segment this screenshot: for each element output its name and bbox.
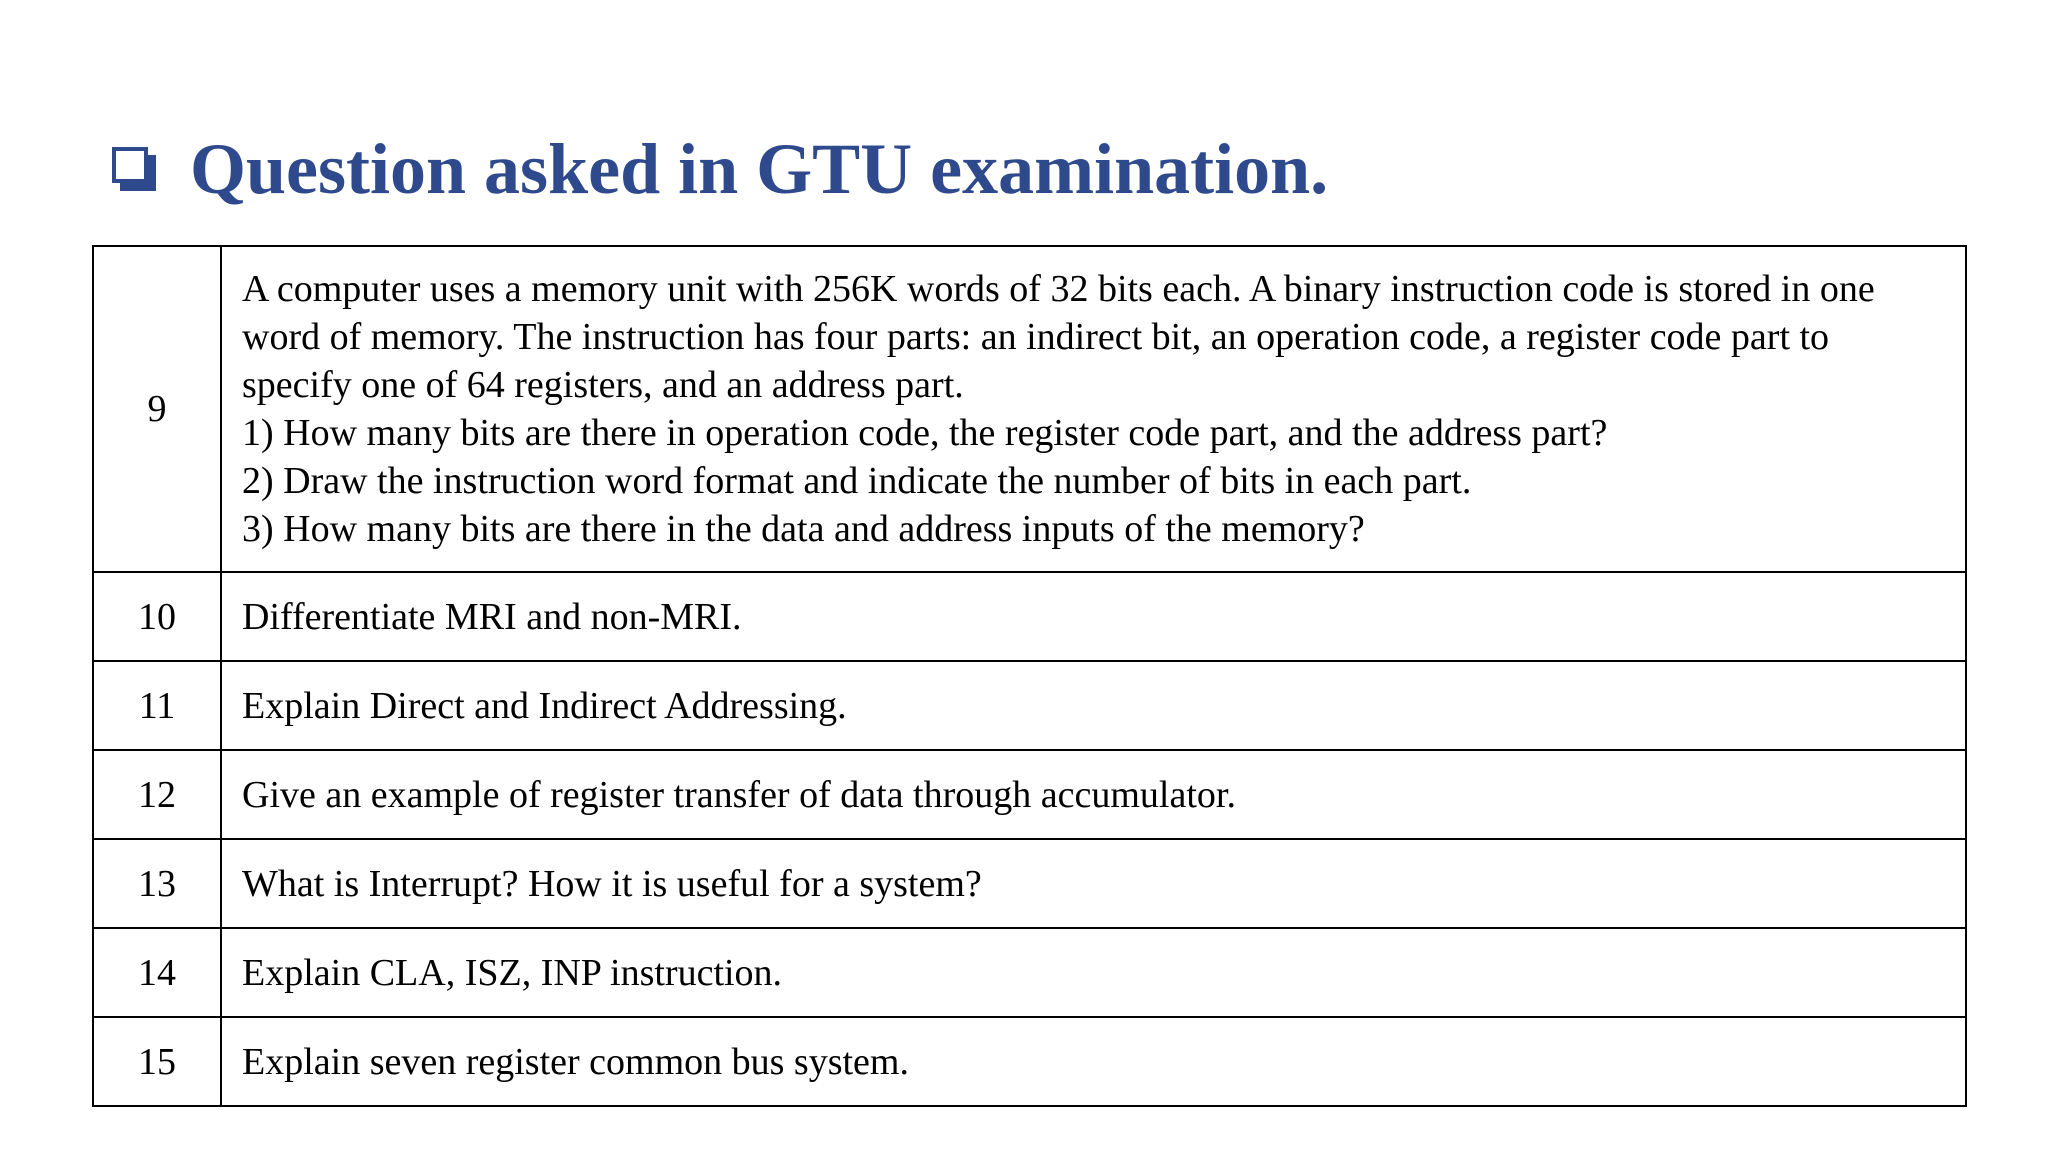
question-number: 10: [93, 572, 221, 661]
checkbox-box: [112, 147, 148, 183]
page-title: Question asked in GTU examination.: [190, 129, 1329, 209]
question-text: Differentiate MRI and non-MRI.: [221, 572, 1966, 661]
question-text: A computer uses a memory unit with 256K words of 32 bits each. A binary instruction code is stored in one word of memory. The instruction has four parts: an indirect bit, an operation code, a register code part to specify one of 64 registers, and an address part. 1) How many bits are there in operation code, the register code part, and the address part? 2) Draw the instruction word format and indicate the number of bits in each part. 3) How many bits are there in the data and address inputs of the memory?: [221, 246, 1966, 572]
question-number: 13: [93, 839, 221, 928]
table-row: [93, 572, 1966, 661]
question-text: Explain seven register common bus system.: [221, 1017, 1966, 1106]
question-number: 11: [93, 661, 221, 750]
question-text: Give an example of register transfer of data through accumulator.: [221, 750, 1966, 839]
table-row: [93, 246, 1966, 572]
question-number: 12: [93, 750, 221, 839]
question-text: Explain Direct and Indirect Addressing.: [221, 661, 1966, 750]
table-row: [93, 661, 1966, 750]
question-text: Explain CLA, ISZ, INP instruction.: [221, 928, 1966, 1017]
table-row: [93, 1017, 1966, 1106]
question-text: What is Interrupt? How it is useful for a system?: [221, 839, 1966, 928]
question-number: 15: [93, 1017, 221, 1106]
table-row: [93, 839, 1966, 928]
square-checkbox-icon: [112, 147, 156, 191]
question-number: 14: [93, 928, 221, 1017]
table-row: [93, 928, 1966, 1017]
title-row: [112, 124, 1328, 214]
table-row: [93, 750, 1966, 839]
question-number: 9: [93, 246, 221, 572]
questions-table: [92, 245, 1967, 1107]
